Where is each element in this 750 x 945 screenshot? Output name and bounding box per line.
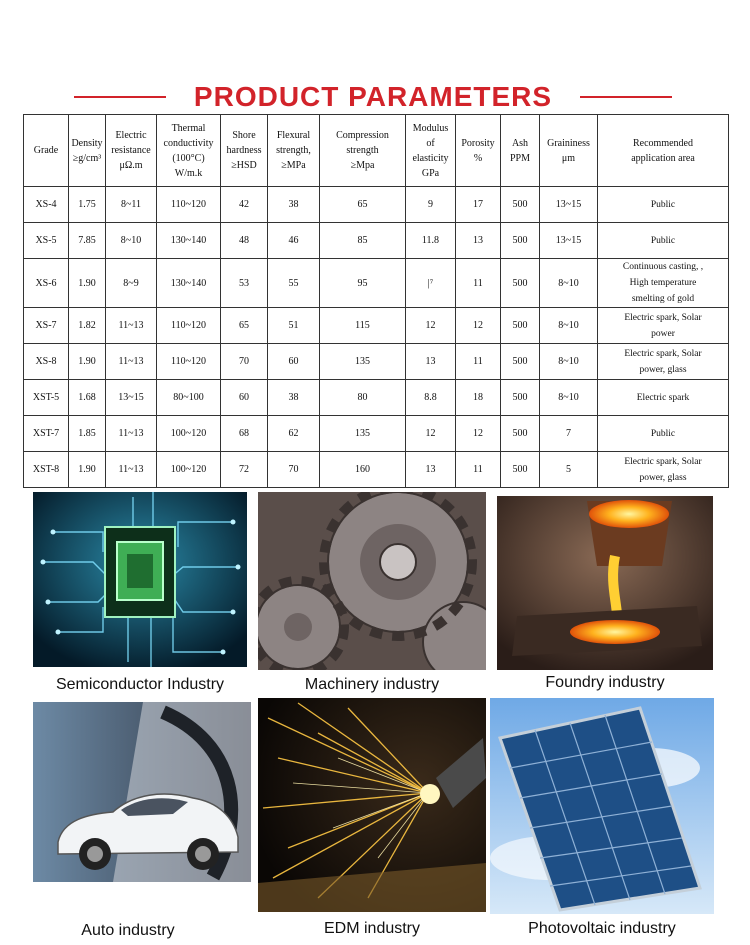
table-cell: 500 [501,187,540,223]
application-cell [598,259,729,308]
table-cell: XST-8 [24,452,69,488]
column-header-line: Thermal [171,122,206,134]
column-header-line: ≥Mpa [350,160,375,171]
application-line: Public [650,199,676,210]
table-cell: 62 [268,416,320,452]
column-header-line: ≥g/cm³ [72,152,102,164]
table-cell: 500 [501,416,540,452]
title-divider-left [74,96,166,98]
table-cell: 8~10 [540,344,598,380]
table-cell: 38 [268,187,320,223]
table-cell: 100~120 [157,416,221,452]
table-cell: 8~10 [540,308,598,344]
application-line: power, glass [639,472,687,483]
table-cell: 500 [501,452,540,488]
table-cell: 13~15 [540,223,598,259]
column-header-line: μm [561,152,576,164]
table-row [24,259,729,308]
application-cell [598,416,729,452]
table-body [24,187,729,488]
application-line: Electric spark, Solar [624,348,702,359]
application-line: Public [650,428,676,439]
table-cell: 7 [540,416,598,452]
column-header [598,115,729,187]
foundry-caption: Foundry industry [545,674,665,691]
table-cell: 500 [501,223,540,259]
application-cell [598,223,729,259]
table-cell: 55 [268,259,320,308]
table-cell: 13 [456,223,501,259]
table-cell: 1.82 [69,308,106,344]
table-cell: 38 [268,380,320,416]
table-cell: 160 [320,452,406,488]
table-cell: XS-6 [24,259,69,308]
table-cell: 500 [501,380,540,416]
table-cell: 46 [268,223,320,259]
table-cell: 13 [406,452,456,488]
table-row [24,187,729,223]
table-row [24,416,729,452]
table-cell: 7.85 [69,223,106,259]
table-cell: 13~15 [540,187,598,223]
table-cell: 500 [501,259,540,308]
application-cell [598,187,729,223]
table-cell: 12 [456,416,501,452]
application-line: Electric spark, Solar [624,312,702,323]
table-cell: 1.85 [69,416,106,452]
table-cell: 8~9 [106,259,157,308]
table-cell: 65 [320,187,406,223]
edm-caption: EDM industry [323,920,421,937]
column-header-line: Ash [511,137,529,149]
column-header-line: Modulus [412,122,449,134]
table-cell: XS-4 [24,187,69,223]
table-cell: 115 [320,308,406,344]
application-line: Continuous casting, , [622,262,704,272]
application-cell [598,308,729,344]
table-cell: 70 [268,452,320,488]
column-header [320,115,406,187]
semiconductor-caption: Semiconductor Industry [55,676,225,693]
column-header-line: W/m.k [174,167,203,179]
column-header-line: Shore [232,130,256,141]
column-header-line: Density [71,137,103,149]
table-cell: 11~13 [106,416,157,452]
table-cell: XS-8 [24,344,69,380]
auto-caption: Auto industry [81,922,175,939]
column-header [106,115,157,187]
table-cell: 100~120 [157,452,221,488]
column-header [501,115,540,187]
title-divider-right [580,96,672,98]
table-cell: 1.90 [69,344,106,380]
table-cell: 53 [221,259,268,308]
table-cell: XS-5 [24,223,69,259]
column-header-line: elasticity [412,152,449,164]
table-cell: 130~140 [157,259,221,308]
table-cell: 60 [268,344,320,380]
table-cell: 110~120 [157,187,221,223]
industry-gallery [0,492,750,945]
column-header-line: application area [631,152,695,164]
application-line: smelting of gold [631,294,695,304]
column-header-line: ≥MPa [281,160,306,171]
application-cell [598,344,729,380]
table-row [24,308,729,344]
table-cell: 500 [501,308,540,344]
table-cell: 8~10 [540,259,598,308]
machinery-caption: Machinery industry [304,676,440,693]
application-cell [598,380,729,416]
column-header-line: % [473,152,483,164]
table-cell: 8~10 [540,380,598,416]
table-cell: 8~10 [106,223,157,259]
table-cell: 110~120 [157,308,221,344]
parameters-table [23,114,729,488]
table-row [24,223,729,259]
page-title: PRODUCT PARAMETERS [193,81,553,112]
table-cell: 135 [320,344,406,380]
table-cell: 11 [456,259,501,308]
table-cell: 80~100 [157,380,221,416]
table-cell: 1.68 [69,380,106,416]
table-cell: 80 [320,380,406,416]
application-cell [598,452,729,488]
semiconductor-chip-image [33,492,247,667]
table-row [24,380,729,416]
table-header-row [24,115,729,187]
solar-panel-image [490,698,714,914]
table-cell: 1.90 [69,452,106,488]
table-cell: 85 [320,223,406,259]
table-cell: 11~13 [106,344,157,380]
table-cell: 1.90 [69,259,106,308]
table-cell: 95 [320,259,406,308]
table-cell: XST-7 [24,416,69,452]
table-cell: 12 [456,308,501,344]
table-cell: 11~13 [106,308,157,344]
column-header-line: (100°C) [172,152,205,164]
sparks-grinding-image [258,698,486,912]
column-header-line: Graininess [547,137,590,149]
table-cell: 11.8 [406,223,456,259]
table-cell: 135 [320,416,406,452]
table-cell: 1.75 [69,187,106,223]
table-cell: XST-5 [24,380,69,416]
application-line: Electric spark, Solar [624,456,702,467]
table-cell: 8~11 [106,187,157,223]
column-header [540,115,598,187]
table-cell: 42 [221,187,268,223]
column-header [157,115,221,187]
table-cell: 8.8 [406,380,456,416]
table-cell: 11 [456,452,501,488]
table-cell: 13 [406,344,456,380]
table-cell: 17 [456,187,501,223]
application-line: power [651,328,675,339]
column-header-line: conductivity [163,137,214,149]
table-cell: 12 [406,416,456,452]
table-cell: 48 [221,223,268,259]
column-header-line: resistance [111,145,151,156]
column-header-line: Compression [336,130,389,141]
column-header-line: Grade [33,145,59,156]
title-bar [0,80,750,114]
molten-metal-pour-image [497,496,713,670]
table-cell: 130~140 [157,223,221,259]
column-header-line: μΩ.m [119,160,143,171]
application-line: Public [650,235,676,246]
column-header [268,115,320,187]
table-row [24,344,729,380]
column-header-line: GPa [421,167,440,179]
table-cell: 18 [456,380,501,416]
table-cell: 110~120 [157,344,221,380]
application-line: High temperature [629,278,697,288]
table-cell: 5 [540,452,598,488]
gears-image [258,492,486,670]
column-header-line: strength [346,145,379,156]
table-cell: 51 [268,308,320,344]
column-header [456,115,501,187]
column-header-line: hardness [226,145,262,156]
table-cell: 68 [221,416,268,452]
table-cell: 11 [456,344,501,380]
table-cell: 65 [221,308,268,344]
table-cell: |⁷ [406,259,456,308]
sports-car-image [33,702,251,882]
table-cell: 70 [221,344,268,380]
table-cell: 72 [221,452,268,488]
photovoltaic-caption: Photovoltaic industry [528,920,676,937]
table-cell: 500 [501,344,540,380]
column-header-line: Porosity [461,137,495,149]
column-header-line: strength, [276,145,311,156]
column-header-line: Flexural [276,130,311,141]
column-header [221,115,268,187]
application-line: Electric spark [636,392,690,403]
table-cell: 13~15 [106,380,157,416]
column-header [69,115,106,187]
table-row [24,452,729,488]
column-header [24,115,69,187]
table-cell: 12 [406,308,456,344]
column-header [406,115,456,187]
column-header-line: of [426,137,435,149]
column-header-line: PPM [509,152,530,164]
column-header-line: ≥HSD [231,160,257,171]
table-cell: XS-7 [24,308,69,344]
application-line: power, glass [639,364,687,375]
table-cell: 11~13 [106,452,157,488]
column-header-line: Electric [115,130,147,141]
table-cell: 9 [406,187,456,223]
table-cell: 60 [221,380,268,416]
column-header-line: Recommended [633,137,693,149]
